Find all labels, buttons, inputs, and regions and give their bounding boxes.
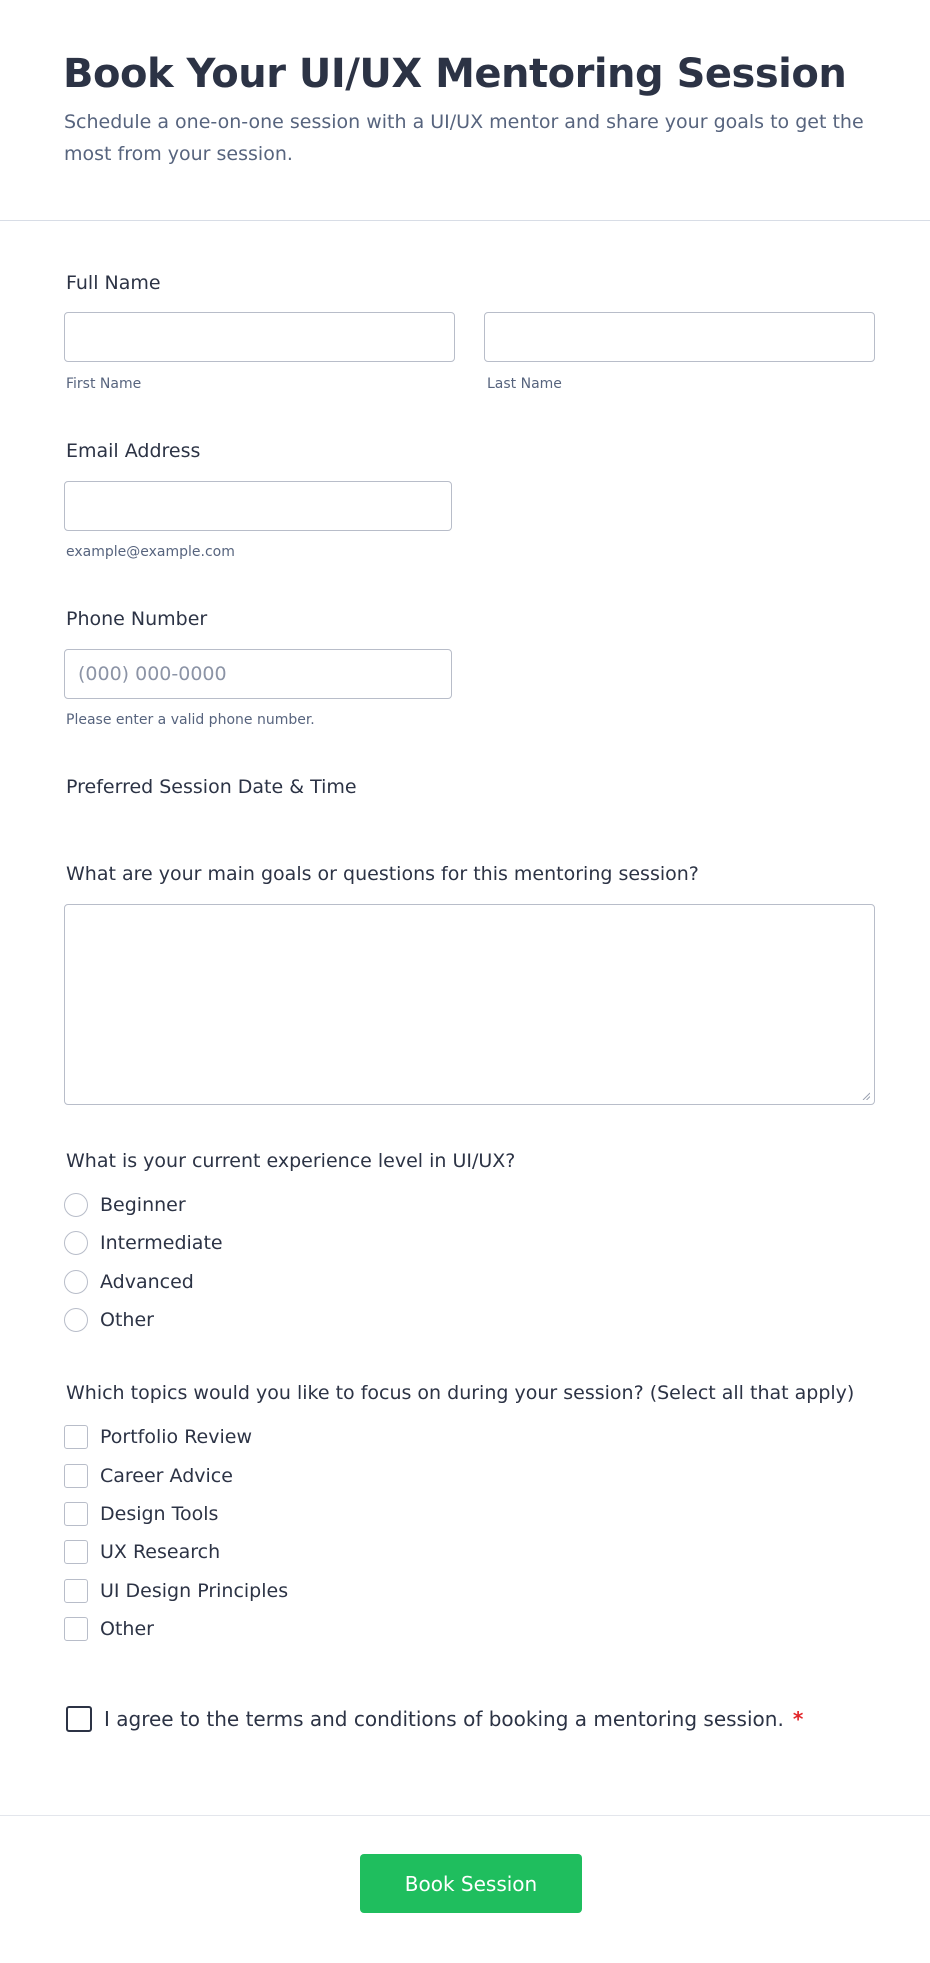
terms-checkbox[interactable]	[66, 1706, 92, 1732]
topic-option-label: UX Research	[100, 1541, 221, 1563]
radio-button[interactable]	[64, 1308, 88, 1332]
email-field[interactable]	[64, 481, 452, 531]
experience-option[interactable]	[64, 1192, 186, 1218]
first-name-sublabel: First Name	[66, 376, 142, 392]
experience-option-label: Intermediate	[100, 1232, 223, 1254]
checkbox[interactable]	[64, 1540, 88, 1564]
topic-option-label: Portfolio Review	[100, 1426, 252, 1448]
topic-option[interactable]	[64, 1578, 288, 1604]
terms-agreement[interactable]	[66, 1706, 803, 1732]
topic-option-label: Career Advice	[100, 1465, 233, 1487]
radio-button[interactable]	[64, 1270, 88, 1294]
full-name-label: Full Name	[66, 272, 161, 294]
phone-sublabel: Please enter a valid phone number.	[66, 712, 315, 728]
phone-label: Phone Number	[66, 608, 208, 630]
last-name-sublabel: Last Name	[487, 376, 562, 392]
required-asterisk: *	[792, 1707, 804, 1731]
checkbox[interactable]	[64, 1464, 88, 1488]
experience-option-label: Other	[100, 1309, 154, 1331]
form-header	[0, 0, 930, 221]
first-name-input[interactable]	[64, 312, 455, 362]
radio-button[interactable]	[64, 1193, 88, 1217]
topic-option[interactable]	[64, 1616, 154, 1642]
checkbox[interactable]	[64, 1502, 88, 1526]
checkbox[interactable]	[64, 1579, 88, 1603]
experience-option-label: Beginner	[100, 1194, 186, 1216]
form-subtitle: Schedule a one-on-one session with a UI/UX mentor and share your goals to get the most from your session.	[64, 111, 864, 165]
radio-button[interactable]	[64, 1231, 88, 1255]
session-datetime-label: Preferred Session Date & Time	[66, 776, 357, 798]
resize-grip-icon[interactable]	[862, 1092, 870, 1100]
goals-textarea[interactable]	[64, 904, 875, 1105]
experience-label: What is your current experience level in UI/UX?	[66, 1150, 516, 1172]
checkbox[interactable]	[64, 1425, 88, 1449]
phone-field[interactable]	[64, 649, 452, 699]
goals-label: What are your main goals or questions for this mentoring session?	[66, 863, 699, 885]
experience-option-label: Advanced	[100, 1271, 194, 1293]
topic-option-label: Other	[100, 1618, 154, 1640]
topic-option-label: UI Design Principles	[100, 1580, 289, 1602]
experience-option[interactable]	[64, 1269, 194, 1295]
email-label: Email Address	[66, 440, 201, 462]
email-sublabel: example@example.com	[66, 544, 235, 560]
topic-option[interactable]	[64, 1539, 220, 1565]
topic-option[interactable]	[64, 1463, 233, 1489]
topic-option[interactable]	[64, 1424, 252, 1450]
topic-option[interactable]	[64, 1501, 218, 1527]
last-name-input[interactable]	[484, 312, 875, 362]
terms-text: I agree to the terms and conditions of booking a mentoring session.	[104, 1707, 784, 1731]
experience-option[interactable]	[64, 1307, 154, 1333]
checkbox[interactable]	[64, 1617, 88, 1641]
form-title: Book Your UI/UX Mentoring Session	[63, 51, 847, 97]
book-session-button[interactable]: Book Session	[360, 1854, 582, 1913]
topic-option-label: Design Tools	[100, 1503, 219, 1525]
topics-label: Which topics would you like to focus on during your session? (Select all that apply)	[66, 1382, 855, 1404]
experience-option[interactable]	[64, 1230, 223, 1256]
